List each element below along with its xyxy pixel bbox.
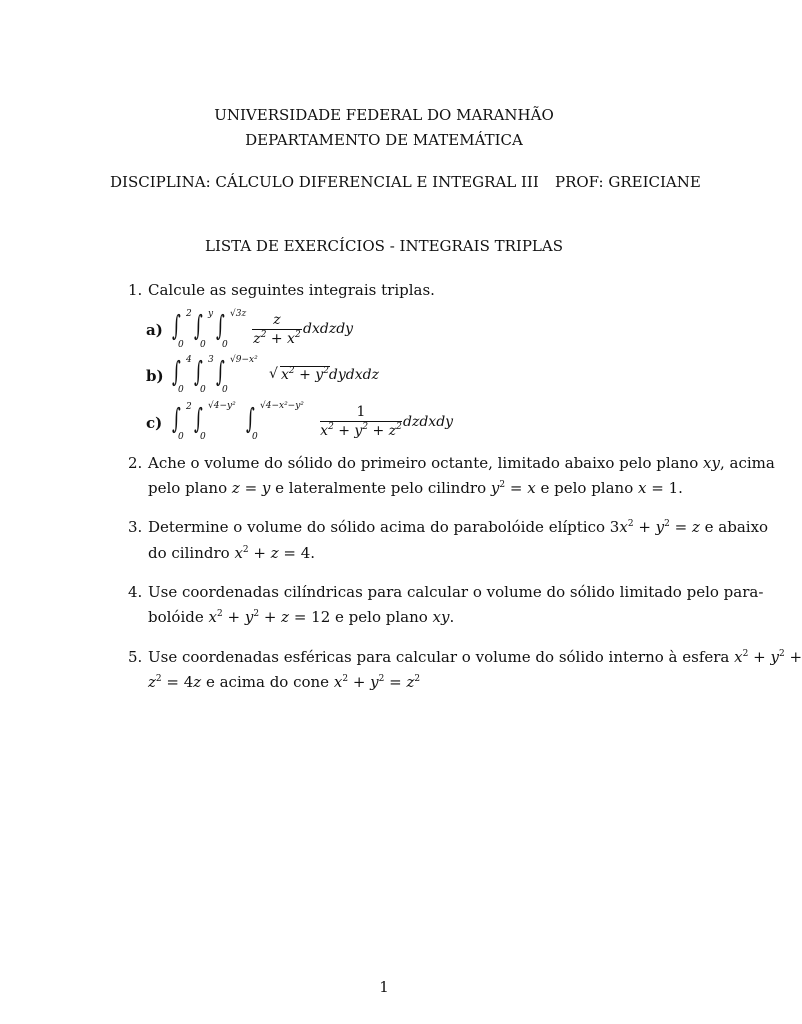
exercise-2-number: 2. (128, 454, 143, 472)
exercise-2-text-cont: pelo plano z = y e lateralmente pelo cilindro $y^2 = x$ e pelo plano x = 1. (148, 479, 683, 497)
exercise-1b-label: b) (146, 367, 164, 385)
exercise-1c-label: c) (146, 414, 163, 432)
university-name: UNIVERSIDADE FEDERAL DO MARANHÃO (214, 106, 554, 124)
exercise-4-number: 4. (128, 583, 143, 601)
list-title: LISTA DE EXERCÍCIOS - INTEGRAIS TRIPLAS (204, 237, 563, 255)
exercise-1a-label: a) (146, 321, 163, 339)
exercise-1-text: Calcule as seguintes integrais triplas. (148, 281, 435, 299)
discipline-label: DISCIPLINA: CÁLCULO DIFERENCIAL E INTEGRAL III (110, 173, 539, 191)
exercise-5-text-cont: $z^2 = 4z$ e acima do cone $x^2 + y^2 = z^2$ (148, 673, 421, 691)
department-name: DEPARTAMENTO DE MATEMÁTICA (245, 131, 523, 149)
exercise-4-text-cont: bolóide $x^2 + y^2 + z = 12$ e pelo plano xy. (148, 608, 455, 626)
professor-label: PROF: GREICIANE (555, 173, 701, 191)
exercise-1-number: 1. (128, 281, 143, 299)
page-number: 1 (379, 978, 389, 996)
exercise-3-text-cont: do cilindro $x^2 + z = 4$. (148, 544, 316, 562)
exercise-5-number: 5. (128, 648, 143, 666)
exercise-5-text: Use coordenadas esféricas para calcular o volume do sólido interno à esfera $x^2 + y^2$ + (148, 648, 802, 666)
exercise-3-text: Determine o volume do sólido acima do parabolóide elíptico $3x^2 + y^2 = z$ e abaixo (148, 518, 769, 536)
exercise-2-text: Ache o volume do sólido do primeiro octante, limitado abaixo pelo plano xy, acima (148, 454, 775, 472)
exercise-3-number: 3. (128, 518, 143, 536)
exercise-4-text: Use coordenadas cilíndricas para calcular o volume do sólido limitado pelo para- (148, 583, 764, 601)
